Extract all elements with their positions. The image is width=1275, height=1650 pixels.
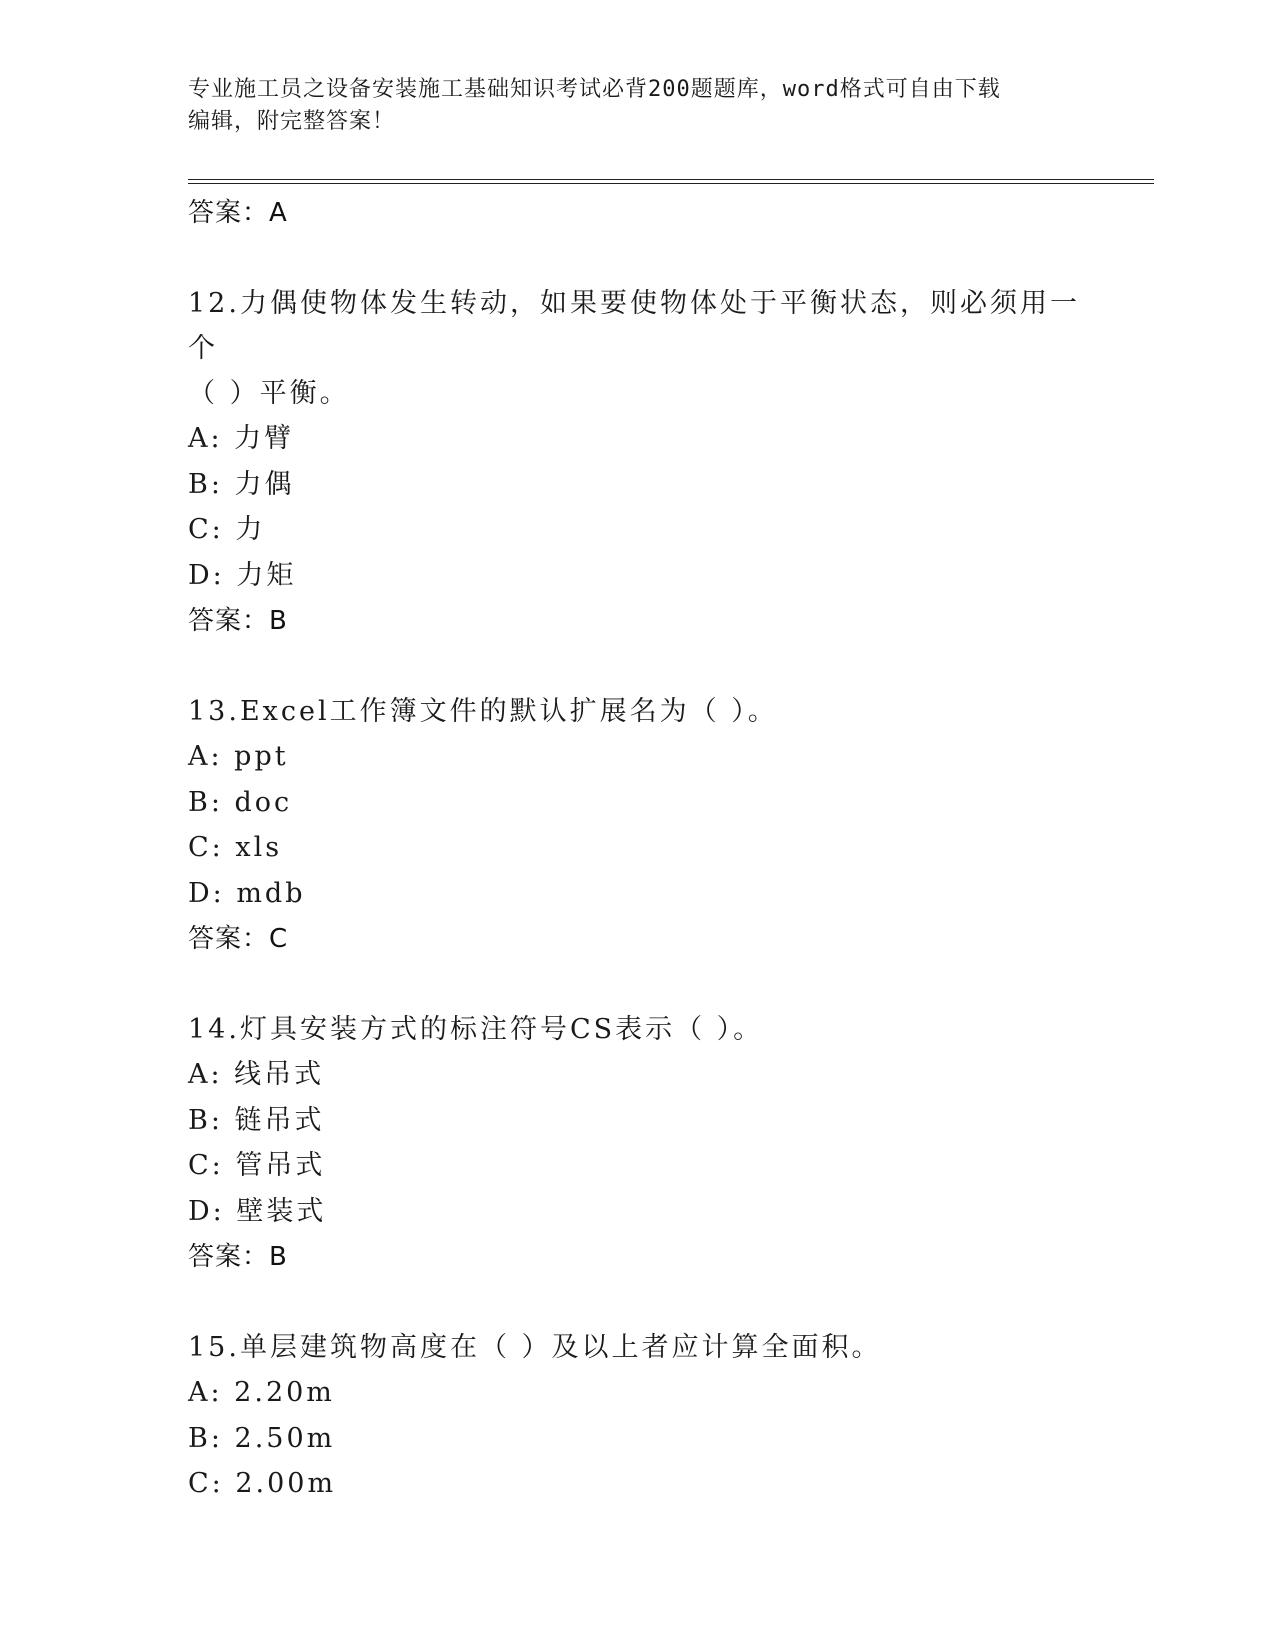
answer: 答案：B [188,606,288,636]
question-stem-line-1: 13.Excel工作簿文件的默认扩展名为（ ）。 [188,696,778,727]
question-stem [188,689,1088,734]
question-12 [188,281,1088,644]
question-stem-line-1: 12.力偶使物体发生转动，如果要使物体处于平衡状态，则必须用一个 [188,288,1080,364]
question-stem-line-1: 14.灯具安装方式的标注符号CS表示（ ）。 [188,1014,764,1045]
question-stem [188,281,1088,416]
header-line-1: 专业施工员之设备安装施工基础知识考试必背200题题库，word格式可自由下载 [188,77,1001,102]
option-b: B: 力偶 [188,468,295,500]
option-a: A: ppt [188,741,289,772]
option-b: B: 链吊式 [188,1104,325,1136]
option-a: A: 2.20m [188,1377,335,1408]
question-stem [188,1325,1088,1370]
question-stem-line-1: 15.单层建筑物高度在（ ）及以上者应计算全面积。 [188,1332,882,1363]
previous-answer: 答案：A [188,198,288,228]
question-stem-line-2: （ ）平衡。 [188,378,350,409]
option-c: C: 力 [188,514,266,545]
question-stem [188,1007,1088,1052]
option-c: C: xls [188,832,283,863]
header-line-2: 编辑，附完整答案！ [188,109,396,134]
option-b: B: doc [188,786,293,818]
option-d: D: 力矩 [188,559,297,591]
option-c: C: 管吊式 [188,1150,326,1181]
option-a: A: 线吊式 [188,1059,325,1090]
document-header [188,74,1088,138]
option-d: D: mdb [188,877,306,909]
question-list [188,190,1088,1507]
question-14 [188,1007,1088,1280]
option-b: B: 2.50m [188,1422,336,1454]
option-a: A: 力臂 [188,423,295,454]
answer: 答案：C [188,924,289,954]
option-d: D: 壁装式 [188,1195,327,1227]
answer: 答案：B [188,1242,288,1272]
header-divider [188,179,1154,184]
question-15 [188,1325,1088,1507]
question-13 [188,689,1088,962]
option-c: C: 2.00m [188,1468,337,1499]
